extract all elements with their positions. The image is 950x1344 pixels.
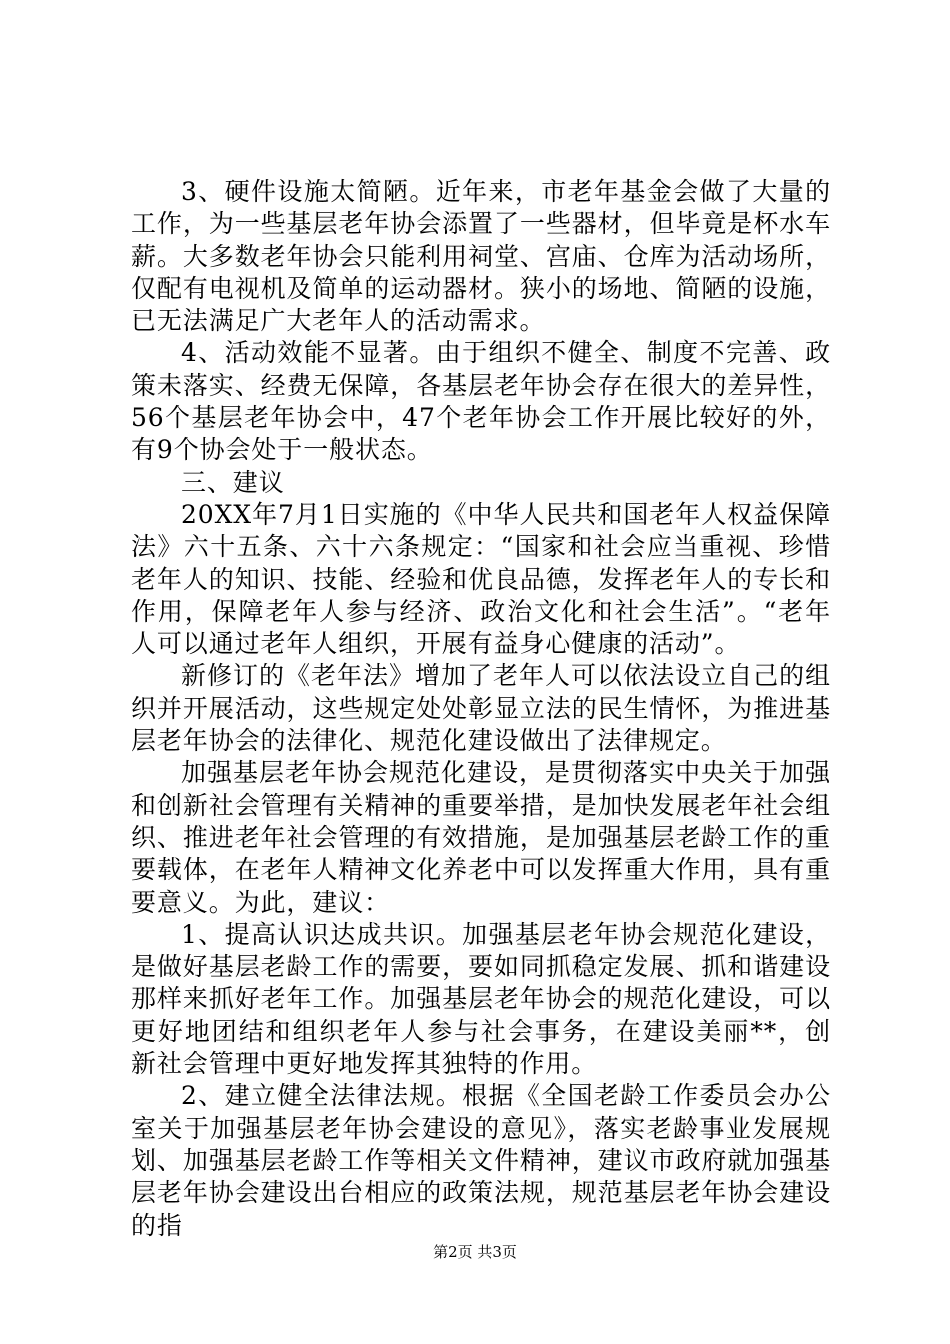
paragraph-standardization: 加强基层老年协会规范化建设，是贯彻落实中央关于加强和创新社会管理有关精神的重要举措，是加快发展老年社会组织、推进老年社会管理的有效措施，是加强基层老龄工作的重要载体，在老年人精神文化养老中可以发挥重大作用，具有重要意义。为此，建议： [131,758,831,917]
paragraph-revised-law: 新修订的《老年法》增加了老年人可以依法设立自己的组织并开展活动，这些规定处处彰显立法的民生情怀，为推进基层老年协会的法律化、规范化建设做出了法律规定。 [131,661,831,756]
paragraph-suggestion-1: 1、提高认识达成共识。加强基层老年协会规范化建设，是做好基层老龄工作的需要，要如同抓稳定发展、抓和谐建设那样来抓好老年工作。加强基层老年协会的规范化建设，可以更好地团结和组织老年人参与社会事务，在建设美丽**，创新社会管理中更好地发挥其独特的作用。 [131,919,831,1079]
page-footer: 第2页 共3页 [433,1243,517,1261]
section-heading-suggestions: 三、建议 [181,467,285,497]
paragraph-hardware: 3、硬件设施太简陋。近年来，市老年基金会做了大量的工作，为一些基层老年协会添置了一些器材，但毕竟是杯水车薪。大多数老年协会只能利用祠堂、宫庙、仓库为活动场所，仅配有电视机及简单的运动器材。狭小的场地、简陋的设施，已无法满足广大老年人的活动需求。 [131,177,831,336]
paragraph-law-quote: 20XX年7月1日实施的《中华人民共和国老年人权益保障法》六十五条、六十六条规定：“国家和社会应当重视、珍惜老年人的知识、技能、经验和优良品德，发挥老年人的专长和作用，保障老年人参与经济、政治文化和社会生活”。“老年人可以通过老年人组织，开展有益身心健康的活动”。 [131,499,831,659]
document-body [131,176,831,1242]
paragraph-suggestion-2: 2、建立健全法律法规。根据《全国老龄工作委员会办公室关于加强基层老年协会建设的意见》，落实老龄事业发展规划、加强基层老龄工作等相关文件精神，建议市政府就加强基层老年协会建设出台相应的政策法规，规范基层老年协会建设的指 [131,1081,831,1240]
paragraph-effectiveness: 4、活动效能不显著。由于组织不健全、制度不完善、政策未落实、经费无保障，各基层老年协会存在很大的差异性，56个基层老年协会中，47个老年协会工作开展比较好的外，有9个协会处于一般状态。 [131,338,831,465]
